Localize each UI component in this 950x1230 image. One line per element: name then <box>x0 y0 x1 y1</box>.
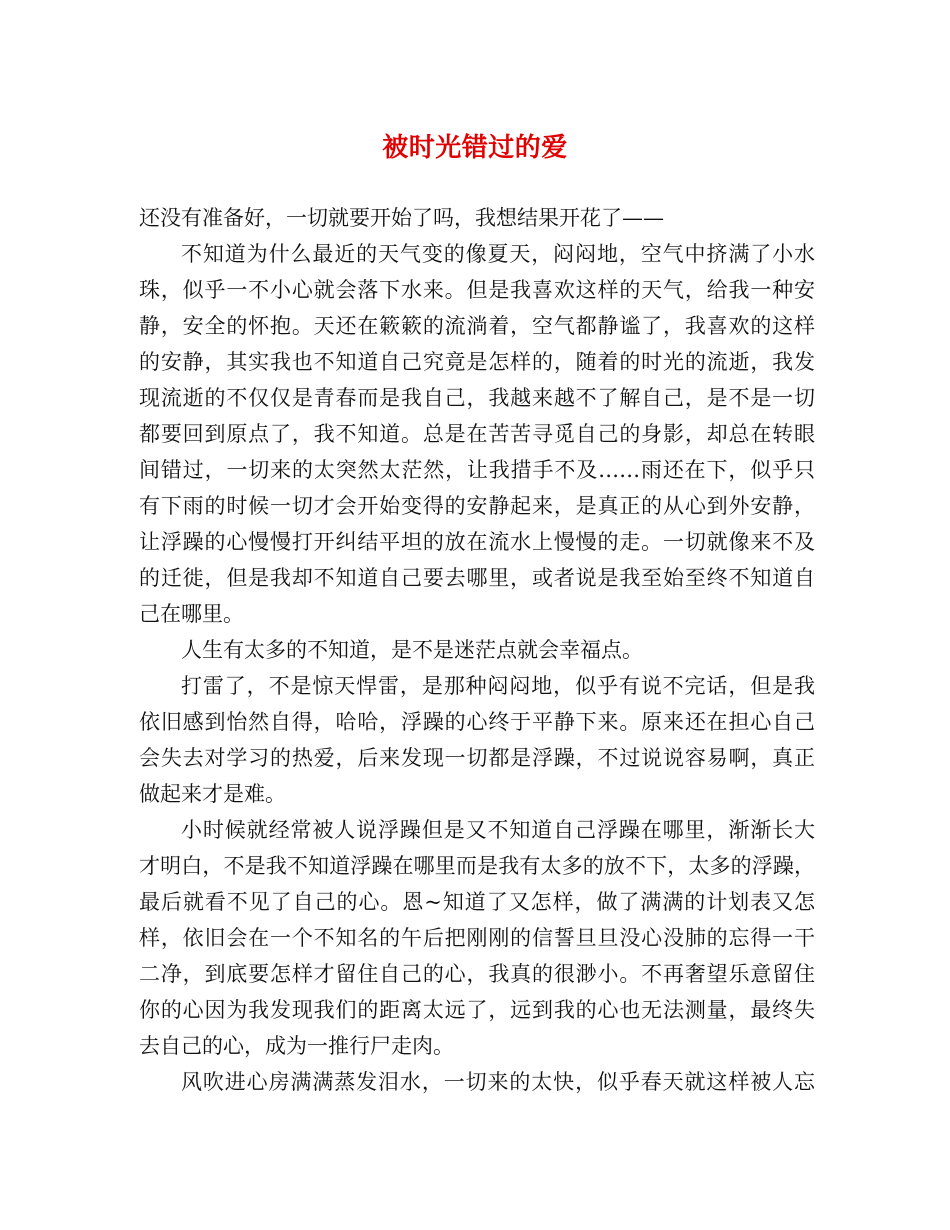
body-line: 有下雨的时候一切才会开始变得的安静起来，是真正的从心到外安静， <box>139 494 815 518</box>
body-line: 去自己的心，成为一推行尸走肉。 <box>139 1034 454 1058</box>
body-line: 现流逝的不仅仅是青春而是我自己，我越来越不了解自己，是不是一切 <box>139 386 815 410</box>
body-line: 间错过，一切来的太突然太茫然，让我措手不及……雨还在下，似乎只 <box>139 458 815 482</box>
body-line: 最后就看不见了自己的心。恩~知道了又怎样，做了满满的计划表又怎 <box>139 890 815 914</box>
body-line: 风吹进心房满满蒸发泪水，一切来的太快，似乎春天就这样被人忘 <box>181 1070 815 1094</box>
body-line: 样，依旧会在一个不知名的午后把刚刚的信誓旦旦没心没肺的忘得一干 <box>139 926 815 950</box>
document-title: 被时光错过的爱 <box>382 133 568 163</box>
body-line: 让浮躁的心慢慢打开纠结平坦的放在流水上慢慢的走。一切就像来不及 <box>139 530 815 554</box>
body-line: 的安静，其实我也不知道自己究竟是怎样的，随着的时光的流逝，我发 <box>139 350 815 374</box>
body-line: 你的心因为我发现我们的距离太远了，远到我的心也无法测量，最终失 <box>139 998 815 1022</box>
body-line: 依旧感到怡然自得，哈哈，浮躁的心终于平静下来。原来还在担心自己 <box>139 710 815 734</box>
body-line: 打雷了，不是惊天悍雷，是那种闷闷地，似乎有说不完话，但是我 <box>181 674 815 698</box>
body-line: 人生有太多的不知道，是不是迷茫点就会幸福点。 <box>181 638 643 662</box>
body-line: 静，安全的怀抱。天还在簌簌的流淌着，空气都静谧了，我喜欢的这样 <box>139 314 815 338</box>
body-line: 才明白，不是我不知道浮躁在哪里而是我有太多的放不下，太多的浮躁， <box>139 854 815 878</box>
body-line: 做起来才是难。 <box>139 782 286 806</box>
body-line: 小时候就经常被人说浮躁但是又不知道自己浮躁在哪里，渐渐长大 <box>181 818 815 842</box>
document-body <box>139 200 815 1100</box>
body-line: 的迁徙，但是我却不知道自己要去哪里，或者说是我至始至终不知道自 <box>139 566 815 590</box>
body-line: 会失去对学习的热爱，后来发现一切都是浮躁，不过说说容易啊，真正 <box>139 746 815 770</box>
body-line: 都要回到原点了，我不知道。总是在苦苦寻觅自己的身影，却总在转眼 <box>139 422 815 446</box>
body-line: 二净，到底要怎样才留住自己的心，我真的很渺小。不再奢望乐意留住 <box>139 962 815 986</box>
body-line: 不知道为什么最近的天气变的像夏天，闷闷地，空气中挤满了小水 <box>181 242 815 266</box>
body-line: 还没有准备好，一切就要开始了吗，我想结果开花了—— <box>139 206 664 230</box>
body-line: 己在哪里。 <box>139 602 244 626</box>
body-line: 珠，似乎一不小心就会落下水来。但是我喜欢这样的天气，给我一种安 <box>139 278 815 302</box>
